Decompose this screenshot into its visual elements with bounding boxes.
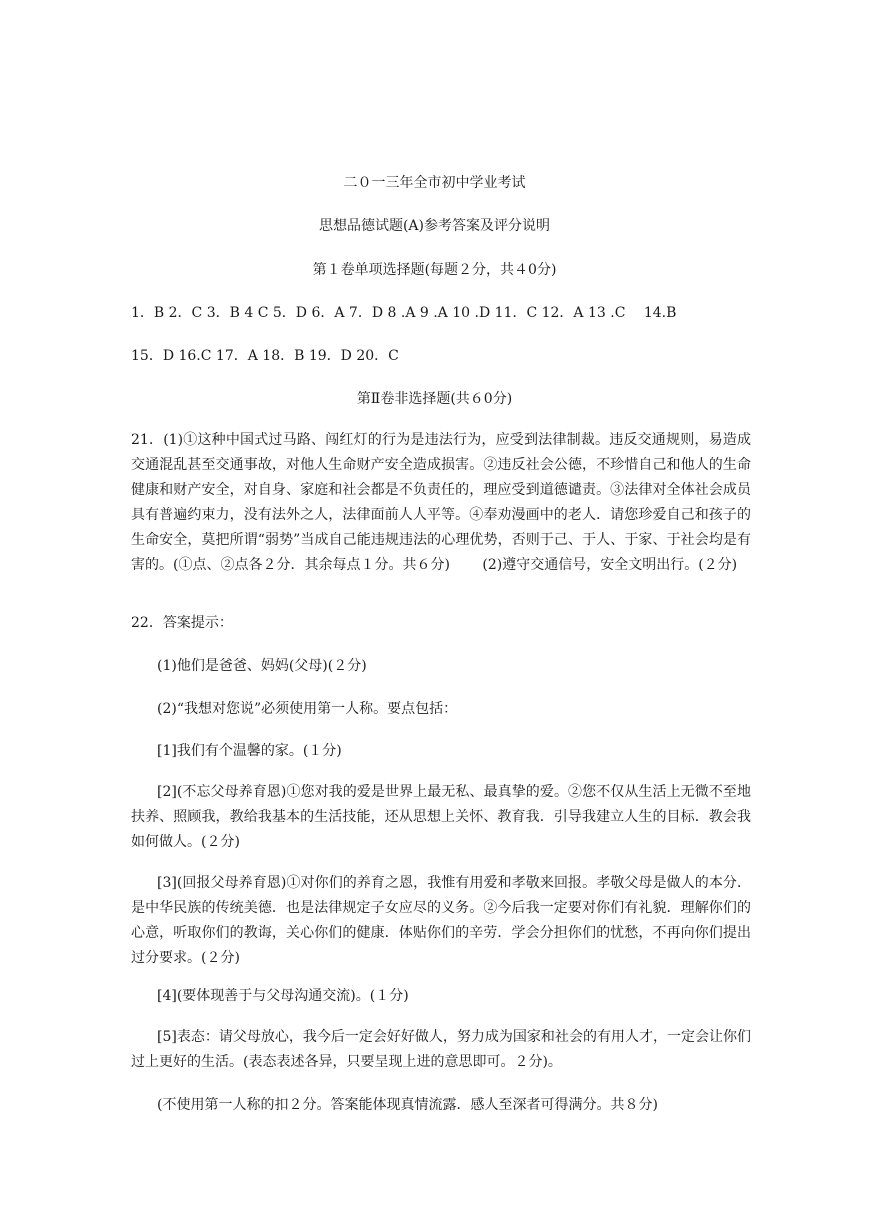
- question-22-intro: 22．答案提示：: [131, 615, 233, 631]
- document-title: 二０一三年全市初中学业考试: [343, 175, 526, 191]
- question-22-point-5: [5]表态：请父母放心，我今后一定会好好做人，努力成为国家和社会的有用人才，一定会让你们过上更好的生活。(表态表述各异，只要呈现上进的意思即可。２分)。: [131, 1029, 751, 1070]
- question-22-point-1: [1]我们有个温馨的家。(１分): [157, 743, 342, 759]
- question-21-answer: 21．(1)①这种中国式过马路、闯红灯的行为是违法行为，应受到法律制裁。违反交通规则，易造成交通混乱甚至交通事故，对他人生命财产安全造成损害。②违反社会公德，不珍惜自己和他人的生命健康和财产安全，对自身、家庭和社会都是不负责任的，理应受到道德谴责。③法律对全体社会成员具有普遍约束力，没有法外之人，法律面前人人平等。④奉劝漫画中的老人．请您珍爱自己和孩子的生命安全，莫把所谓“弱势”当成自己能违规违法的心理优势，否则于己、于人、于家、于社会均是有害的。(①点、②点各２分．其余每点１分。共６分) (2)遵守交通信号，安全文明出行。(２分): [131, 432, 751, 573]
- document-subtitle: 思想品德试题(A)参考答案及评分说明: [318, 218, 551, 234]
- question-22-point-4: [4](要体现善于与父母沟通交流)。(１分): [157, 988, 409, 1004]
- question-22-part-1: (1)他们是爸爸、妈妈(父母)(２分): [157, 658, 367, 674]
- question-22-point-2: [2](不忘父母养育恩)①您对我的爱是世界上最无私、最真挚的爱。②您不仅从生活上无微不至地扶养、照顾我，教给我基本的生活技能，还从思想上关怀、教育我．引导我建立人生的目标．教会我如何做人。(２分): [131, 784, 751, 850]
- question-22-point-3: [3](回报父母养育恩)①对你们的养育之恩，我惟有用爱和孝敬来回报。孝敬父母是做人的本分．是中华民族的传统美德．也是法律规定子女应尽的义务。②今后我一定要对你们有礼貌．理解你们的心意，听取你们的教诲，关心你们的健康．体贴你们的辛劳．学会分担你们的忧愁，不再向你们提出过分要求。(２分): [131, 875, 751, 966]
- question-22-part-2: (2)“我想对您说”必须使用第一人称。要点包括：: [157, 701, 458, 717]
- question-22-scoring-note: (不使用第一人称的扣２分。答案能体现真情流露．感人至深者可得满分。共８分): [157, 1097, 658, 1113]
- section1-heading: 第１卷单项选择题(每题２分，共４0分): [312, 262, 557, 278]
- answers-line-1: 1．B 2．C 3．B 4 C 5．D 6．A 7．D 8 .A 9 .A 10 .D 11．C 12．A 13 .C 14.B: [131, 305, 677, 321]
- section2-heading: 第Ⅱ卷非选择题(共６0分): [356, 391, 513, 407]
- answers-line-2: 15．D 16.C 17．A 18．B 19．D 20．C: [131, 348, 399, 364]
